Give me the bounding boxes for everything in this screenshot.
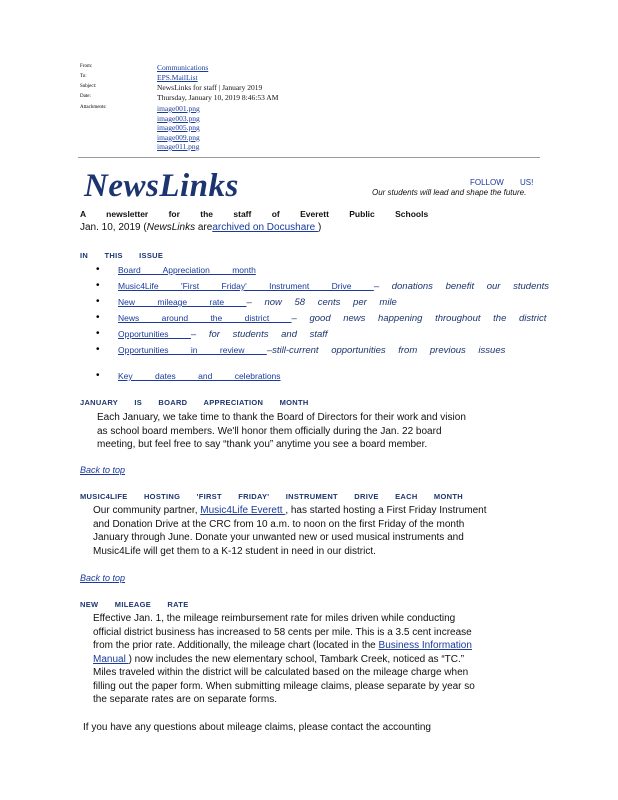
newsletter-title: NewsLinks	[84, 168, 239, 204]
business-manual-link[interactable]: Manual	[93, 653, 129, 665]
body-line: meeting, but feel free to say “thank you” anytime you see a board member.	[97, 439, 428, 450]
toc-link[interactable]: New mileage rate	[118, 297, 247, 307]
to-label: To:	[80, 74, 87, 79]
back-to-top-link[interactable]: Back to top	[80, 573, 126, 583]
toc-desc: – now 58 cents per mile	[246, 297, 397, 308]
body-line: Effective Jan. 1, the mileage reimbursement rate for miles driven while conducting	[93, 613, 456, 624]
toc-item	[96, 294, 536, 310]
toc-link[interactable]: Opportunities in review	[118, 345, 267, 355]
archive-link[interactable]: archived on Docushare	[212, 222, 318, 233]
toc-item	[96, 278, 550, 294]
business-manual-link[interactable]: Business Information	[378, 640, 472, 651]
toc-link[interactable]: News around the district	[118, 313, 292, 323]
from-link[interactable]: Communications	[157, 63, 209, 72]
follow-us-link[interactable]: FOLLOW US!	[470, 178, 534, 187]
header-divider	[78, 157, 540, 158]
body-line: January through June. Donate your unwanted new or used musical instruments and	[93, 532, 464, 543]
toc-desc: – donations benefit our students	[373, 281, 550, 292]
newsletter-subtitle: A newsletter for the staff of Everett Public Schools	[80, 209, 429, 219]
body-line: official district business has increased to 58 cents per mile. This is a 3.5 cent increase	[93, 626, 472, 638]
issue-date-line	[80, 222, 321, 233]
tagline: Our students will lead and shape the future.	[372, 188, 527, 197]
section-body	[93, 504, 487, 558]
subject-label: Subject:	[80, 84, 97, 89]
body-line: Music4Life will get them to a K-12 student in need in our district.	[93, 545, 376, 557]
body-line: the separate rates are on separate forms.	[93, 694, 277, 705]
body-line: Each January, we take time to thank the Board of Directors for their work and vision	[97, 412, 466, 423]
body-line: as school board members. We'll honor them officially during the Jan. 22 board	[97, 425, 442, 437]
toc-link[interactable]: Music4Life 'First Friday' Instrument Drive	[118, 281, 374, 291]
music4life-link[interactable]: Music4Life Everett	[200, 505, 286, 516]
attachment-link[interactable]: image009.png	[157, 132, 200, 142]
body-line: and Donation Drive at the CRC from 10 a.m. to noon on the first Friday of the month	[93, 518, 465, 530]
attachment-link[interactable]: image001.png	[157, 104, 200, 113]
body-line	[93, 653, 475, 667]
attachments-label: Attachments:	[80, 105, 107, 110]
toc-desc: – for students and staff	[190, 329, 328, 340]
section-heading: NEW MILEAGE RATE	[80, 600, 189, 609]
from-label: From:	[80, 64, 93, 69]
date-label: Date:	[80, 94, 91, 99]
body-text: Our community partner,	[93, 505, 201, 516]
section-body	[93, 612, 475, 707]
toc-item	[96, 310, 547, 326]
toc-link[interactable]: Key dates and celebrations	[118, 371, 281, 381]
body-line	[93, 639, 475, 653]
section-body	[97, 411, 466, 452]
body-line: Miles traveled within the district will be calculated based on the mileage charge when	[93, 667, 469, 678]
date-close: )	[317, 222, 322, 233]
date-text: Jan. 10, 2019 (	[80, 222, 147, 233]
attachments-list	[157, 104, 200, 152]
body-line: filling out the paper form. When submitting mileage claims, please separate by year so	[93, 680, 475, 692]
toc-list	[96, 262, 550, 384]
toc-heading: IN THIS ISSUE	[80, 251, 164, 260]
to-link[interactable]: EPS.MailList	[157, 73, 198, 82]
attachment-link[interactable]: image011.png	[157, 142, 200, 151]
subject-value: NewsLinks for staff | January 2019	[157, 83, 263, 92]
toc-desc: –still-current opportunities from previous issues	[266, 345, 506, 356]
toc-item	[96, 262, 536, 278]
date-italic: NewsLinks	[146, 222, 196, 233]
date-value: Thursday, January 10, 2019 8:46:53 AM	[157, 93, 279, 102]
toc-link[interactable]: Board Appreciation month	[118, 265, 256, 275]
body-text: ) now includes the new elementary school, Tambark Creek, noticed as “TC.”	[128, 653, 465, 665]
toc-item	[96, 326, 536, 342]
body-line	[93, 504, 487, 518]
body-text: from the prior rate. Additionally, the mileage chart (located in the	[93, 640, 379, 651]
date-mid: are	[195, 222, 213, 233]
section-heading: MUSIC4LIFE HOSTING 'FIRST FRIDAY' INSTRUMENT DRIVE EACH MONTH	[80, 492, 463, 501]
toc-item	[96, 368, 536, 384]
section-heading: JANUARY IS BOARD APPRECIATION MONTH	[80, 398, 309, 407]
attachment-link[interactable]: image005.png	[157, 123, 200, 132]
toc-desc: – good news happening throughout the district	[291, 313, 547, 324]
back-to-top-link[interactable]: Back to top	[80, 465, 126, 475]
mileage-contact-line: If you have any questions about mileage claims, please contact the accounting	[83, 722, 431, 733]
toc-item	[96, 342, 536, 358]
attachment-link[interactable]: image003.png	[157, 113, 200, 123]
body-text: , has started hosting a First Friday Instrument	[285, 505, 487, 516]
toc-link[interactable]: Opportunities	[118, 329, 191, 339]
